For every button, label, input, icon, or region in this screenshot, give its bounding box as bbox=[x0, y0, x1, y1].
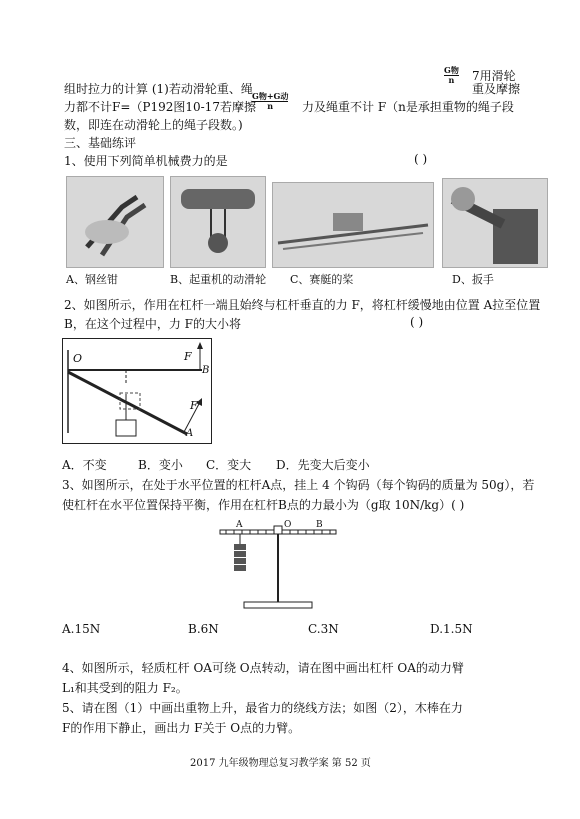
q1-text: 1、使用下列简单机械费力的是 bbox=[64, 154, 228, 168]
page-footer: 2017 九年级物理总复习教学案 第 52 页 bbox=[190, 758, 371, 769]
pliers-photo bbox=[66, 176, 164, 268]
fraction-sum-over-n: G物+G动 n bbox=[252, 91, 289, 111]
q2-option-b: B．变小 bbox=[138, 458, 183, 472]
q5-line2: F的作用下静止，画出力 F关于 O点的力臂。 bbox=[62, 721, 301, 735]
q1-option-b: B、起重机的动滑轮 bbox=[170, 273, 267, 286]
q1-option-a: A、钢丝钳 bbox=[66, 273, 118, 286]
q3-lever-figure bbox=[218, 520, 340, 612]
q3-label-o: O bbox=[284, 520, 292, 530]
q2-line1: 2、如图所示，作用在杠杆一端且始终与杠杆垂直的力 F，将杠杆缓慢地由位置 A拉至位置 bbox=[64, 298, 541, 312]
q2-line2: B，在这个过程中，力 F的大小将 bbox=[64, 317, 241, 331]
q2-label-a: A bbox=[186, 428, 194, 439]
q2-answer-bracket: ( ) bbox=[410, 315, 424, 329]
header-line3: 数，即连在动滑轮上的绳子段数。) bbox=[64, 118, 243, 132]
q2-label-o: O bbox=[73, 352, 83, 365]
header-line2-right: 力及绳重不计 F（n是承担重物的绳子段 bbox=[302, 100, 514, 114]
q3-line2: 使杠杆在水平位置保持平衡，作用在杠杆B点的力最小为（g取 10N/kg）( ) bbox=[62, 498, 465, 512]
q3-option-d: D.1.5N bbox=[430, 622, 473, 636]
q4-line1: 4、如图所示，轻质杠杆 OA可绕 O点转动，请在图中画出杠杆 OA的动力臂 bbox=[62, 661, 464, 675]
wrench-photo bbox=[442, 178, 548, 268]
pulley-photo bbox=[170, 176, 266, 268]
header-line0-right: 7用滑轮 bbox=[472, 69, 516, 83]
rowing-photo bbox=[272, 182, 434, 268]
q3-label-a: A bbox=[236, 520, 243, 530]
q1-option-d: D、扳手 bbox=[452, 273, 494, 286]
q2-option-c: C．变大 bbox=[206, 458, 252, 472]
header-line1-left: 组时拉力的计算 (1)若动滑轮重、绳 bbox=[64, 82, 253, 96]
q2-option-a: A．不变 bbox=[62, 458, 107, 472]
q1-answer-bracket: ( ) bbox=[414, 152, 428, 166]
q2-label-b: B bbox=[202, 365, 210, 376]
q3-line1: 3、如图所示，在处于水平位置的杠杆A点，挂上 4 个钩码（每个钩码的质量为 50g），若 bbox=[62, 478, 535, 492]
fraction-g-over-n: G物 n bbox=[444, 65, 459, 85]
q2-label-f-top: F bbox=[184, 350, 192, 363]
q4-line2: L₁和其受到的阻力 F₂。 bbox=[62, 681, 188, 695]
q3-option-a: A.15N bbox=[62, 622, 101, 636]
q2-option-d: D．先变大后变小 bbox=[276, 458, 370, 472]
q2-label-f-bottom: F bbox=[190, 399, 198, 412]
header-line1-right: 重及摩擦 bbox=[472, 82, 521, 96]
q3-option-c: C.3N bbox=[308, 622, 339, 636]
section-title: 三、基础练评 bbox=[64, 136, 137, 150]
header-line2-left: 力都不计F=（P192图10-17若摩擦 bbox=[64, 100, 256, 114]
q3-label-b: B bbox=[316, 520, 323, 530]
q1-option-c: C、赛艇的桨 bbox=[290, 273, 354, 286]
q3-option-b: B.6N bbox=[188, 622, 219, 636]
q5-line1: 5、请在图（1）中画出重物上升，最省力的绕线方法；如图（2），木棒在力 bbox=[62, 701, 463, 715]
